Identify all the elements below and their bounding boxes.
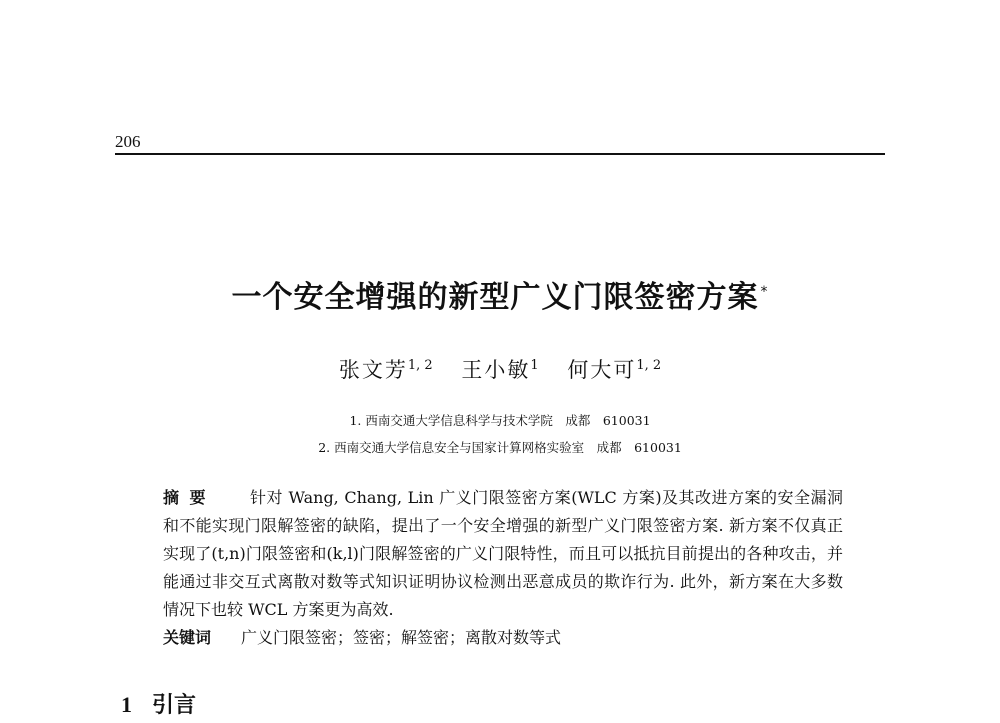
author-affil-mark: 1, 2 — [407, 358, 433, 373]
author-affil-mark: 1, 2 — [636, 358, 662, 373]
author-list — [0, 354, 1000, 384]
author-name: 王小敏 — [461, 358, 531, 382]
author-name: 张文芳 — [338, 358, 408, 382]
section-title: 引言 — [152, 693, 197, 718]
paper-title-text: 一个安全增强的新型广义门限签密方案 — [231, 280, 759, 315]
abstract-block — [163, 484, 843, 652]
keywords-text: 广义门限签密；签密；解签密；离散对数等式 — [241, 628, 562, 647]
affiliation-2: 2. 西南交通大学信息安全与国家计算网格实验室 成都 610031 — [318, 440, 682, 455]
section-number: 1 — [121, 692, 132, 717]
author-2 — [461, 358, 538, 382]
abstract-text: 针对 Wang, Chang, Lin 广义门限签密方案(WLC 方案)及其改进方案的安全漏洞和不能实现门限解签密的缺陷，提出了一个安全增强的新型广义门限签密方案. 新方案不仅真正实现了(t,n)门限签密和(k,l)门限解签密的广义门限特性，而且可以抵抗目前提出的各种攻击，并能通过非交互式离散对数等式知识证明协议检测出恶意成员的欺诈行为. 此外，新方案在大多数情况下也较 WCL 方案更为高效. — [163, 488, 843, 619]
page-number: 206 — [115, 132, 141, 151]
keywords-label: 关键词 — [163, 628, 212, 647]
author-affil-mark: 1 — [530, 358, 539, 373]
author-1 — [339, 358, 433, 382]
header-rule — [115, 153, 885, 155]
affiliation-1: 1. 西南交通大学信息科学与技术学院 成都 610031 — [349, 413, 651, 428]
section-heading — [121, 688, 196, 719]
author-3 — [567, 358, 661, 382]
paper-title — [0, 272, 1000, 316]
keywords-paragraph — [163, 624, 843, 652]
abstract-paragraph — [163, 484, 843, 624]
abstract-label: 摘要 — [163, 488, 216, 507]
title-footnote-mark: * — [760, 284, 769, 300]
author-name: 何大可 — [567, 358, 637, 382]
